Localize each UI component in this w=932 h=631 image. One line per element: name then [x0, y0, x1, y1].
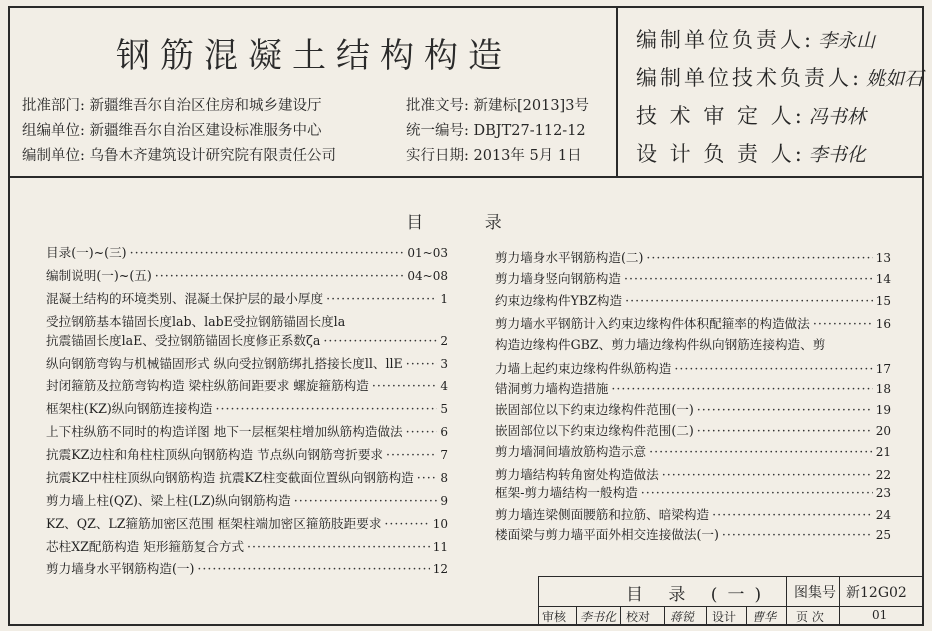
toc-item-page: 12	[432, 562, 448, 576]
toc-item-text: 剪力墙洞间墙放筋构造示意	[495, 444, 647, 459]
title-block-left-line	[538, 576, 539, 624]
approval-dept-value: 新疆维吾尔自治区住房和城乡建设厅	[89, 98, 322, 114]
signature: 姚如石	[866, 68, 924, 90]
toc-leader	[130, 245, 405, 260]
toc-item[interactable]	[46, 558, 448, 577]
doc-no-value: 新建标[2013]3号	[473, 98, 589, 114]
toc-leader	[813, 316, 873, 331]
responsible-label: 技 术 审 定 人:	[636, 104, 805, 128]
toc-item[interactable]	[46, 536, 448, 555]
toc-leader	[625, 293, 873, 308]
toc-item-page: 25	[875, 528, 891, 542]
toc-item[interactable]	[46, 398, 448, 417]
toc-item-text: 剪力墙水平钢筋计入约束边缘构件体积配箍率的构造做法	[495, 316, 810, 331]
toc-leader	[624, 271, 873, 286]
page-title: 钢筋混凝土结构构造	[116, 36, 512, 76]
design-label: 设计	[712, 610, 737, 624]
toc-item[interactable]	[495, 524, 891, 543]
toc-item-page: 1	[440, 292, 448, 306]
toc-leader	[712, 507, 873, 522]
sheet-title: 目 录 (一)	[626, 585, 772, 605]
compiler-value: 新疆维吾尔自治区建设标准服务中心	[89, 123, 322, 139]
unified-no-row	[406, 119, 586, 140]
review-signature: 李书化	[580, 610, 617, 624]
toc-item-text: 抗震锚固长度laE、受拉钢筋锚固长度修正系数ζa	[46, 333, 321, 348]
title-block-divider	[576, 606, 577, 624]
toc-leader	[641, 485, 873, 500]
toc-item-text: 约束边缘构件YBZ构造	[495, 293, 623, 308]
toc-item-page: 3	[440, 357, 448, 371]
toc-leader	[216, 401, 438, 416]
page-number: 01	[872, 608, 888, 622]
toc-leader	[649, 444, 873, 459]
title-block-top-line	[538, 576, 922, 577]
toc-item-page: 20	[875, 424, 891, 438]
drawing-frame	[8, 6, 924, 626]
responsible-row	[636, 62, 923, 92]
toc-item-text: 剪力墙上柱(QZ)、梁上柱(LZ)纵向钢筋构造	[46, 493, 291, 508]
toc-item[interactable]	[46, 513, 448, 532]
title-block-mid-line	[538, 606, 922, 607]
toc-item-page: 4	[440, 379, 448, 393]
toc-item[interactable]	[495, 378, 891, 397]
toc-item-text: 编制说明(一)~(五)	[46, 268, 152, 283]
toc-item-text: 嵌固部位以下约束边缘构件范围(二)	[495, 423, 694, 438]
toc-item-page: 17	[875, 362, 891, 376]
responsible-label: 编制单位负责人:	[636, 28, 815, 52]
responsible-row	[636, 138, 866, 168]
toc-item[interactable]	[495, 464, 891, 483]
editor-row	[22, 144, 336, 165]
unified-no-value: DBJT27-112-12	[473, 123, 586, 139]
toc-item-page: 24	[875, 508, 891, 522]
toc-item-page: 10	[432, 517, 448, 531]
toc-item[interactable]	[495, 268, 891, 287]
responsible-row	[636, 24, 875, 54]
approval-dept-row	[22, 94, 322, 115]
toc-leader	[384, 516, 429, 531]
responsible-label: 设 计 负 责 人:	[636, 142, 805, 166]
review-label: 审核	[542, 610, 567, 624]
page-label: 页 次	[796, 610, 824, 624]
toc-item-page: 11	[432, 540, 448, 554]
toc-item[interactable]	[495, 247, 891, 266]
toc-item-text: 楼面梁与剪力墙平面外相交连接做法(一)	[495, 527, 719, 542]
toc-item-text: 上下柱纵筋不同时的构造详图 地下一层框架柱增加纵筋构造做法	[46, 424, 403, 439]
toc-item-text: 混凝土结构的环境类别、混凝土保护层的最小厚度	[46, 291, 324, 306]
toc-leader	[323, 333, 437, 348]
toc-item[interactable]	[46, 444, 448, 463]
toc-leader	[294, 493, 438, 508]
toc-item-text: 封闭箍筋及拉筋弯钩构造 梁柱纵筋间距要求 螺旋箍筋构造	[46, 378, 369, 393]
toc-leader	[372, 378, 438, 393]
atlas-number: 新12G02	[846, 585, 907, 601]
toc-item-text: 纵向钢筋弯钩与机械锚固形式 纵向受拉钢筋绑扎搭接长度ll、llE	[46, 356, 403, 371]
toc-item-text-continued: 力墙上起约束边缘构件纵筋构造	[495, 361, 672, 376]
responsible-label: 编制单位技术负责人:	[636, 66, 863, 90]
approval-dept-label: 批准部门:	[22, 98, 85, 114]
title-block-divider	[746, 606, 747, 624]
toc-item[interactable]	[495, 420, 891, 439]
toc-item-page: 13	[875, 251, 891, 265]
toc-item-page: 15	[875, 294, 891, 308]
check-label: 校对	[626, 610, 651, 624]
toc-item-text: 剪力墙身水平钢筋构造(一)	[46, 561, 195, 576]
title-block-divider	[839, 576, 840, 624]
toc-item-page: 22	[875, 468, 891, 482]
toc-item[interactable]	[495, 482, 891, 501]
toc-item-text: 剪力墙连梁侧面腰筋和拉筋、暗梁构造	[495, 507, 710, 522]
toc-item[interactable]	[495, 313, 891, 332]
responsible-row	[636, 100, 866, 130]
toc-item[interactable]	[495, 290, 891, 309]
toc-heading: 目 录	[406, 213, 530, 233]
toc-item-page: 19	[875, 403, 891, 417]
signature: 李书化	[808, 144, 866, 166]
toc-item[interactable]	[495, 504, 891, 523]
header-divider-horizontal	[10, 176, 922, 178]
toc-leader	[697, 402, 873, 417]
toc-item-page: 21	[875, 445, 891, 459]
toc-item-text: 错洞剪力墙构造措施	[495, 381, 609, 396]
toc-item[interactable]	[46, 467, 448, 486]
toc-item-text: 芯柱XZ配筋构造 矩形箍筋复合方式	[46, 539, 245, 554]
editor-label: 编制单位:	[22, 148, 85, 164]
design-signature: 曹华	[752, 610, 777, 624]
title-block-divider	[620, 606, 621, 624]
toc-item[interactable]	[46, 421, 448, 440]
date-value: 2013年 5月 1日	[473, 148, 582, 164]
compiler-row	[22, 119, 322, 140]
toc-item-text: KZ、QZ、LZ箍筋加密区范围 框架柱端加密区箍筋肢距要求	[46, 516, 382, 531]
atlas-label: 图集号	[794, 585, 836, 601]
date-label: 实行日期:	[406, 148, 469, 164]
title-block-divider	[706, 606, 707, 624]
toc-item-page: 01~03	[407, 246, 448, 260]
toc-item[interactable]	[46, 375, 448, 394]
toc-item-page: 7	[440, 448, 448, 462]
toc-item-text: 抗震KZ中柱柱顶纵向钢筋构造 抗震KZ柱变截面位置纵向钢筋构造	[46, 470, 414, 485]
toc-leader	[386, 447, 437, 462]
toc-item-text: 嵌固部位以下约束边缘构件范围(一)	[495, 402, 694, 417]
toc-item-page: 14	[875, 272, 891, 286]
unified-no-label: 统一编号:	[406, 123, 469, 139]
toc-item-page: 6	[440, 425, 448, 439]
toc-leader	[417, 470, 438, 485]
toc-leader	[326, 291, 437, 306]
toc-item[interactable]	[46, 242, 448, 261]
toc-item-text: 受拉钢筋基本锚固长度lab、labE受拉钢筋锚固长度la	[46, 314, 346, 329]
doc-no-row	[406, 94, 589, 115]
toc-item[interactable]	[495, 441, 891, 460]
toc-leader	[697, 423, 873, 438]
toc-leader	[155, 268, 405, 283]
toc-item-page: 23	[875, 486, 891, 500]
toc-leader	[247, 539, 430, 554]
check-signature: 蒋锐	[670, 610, 695, 624]
toc-item[interactable]	[495, 334, 891, 377]
toc-item-page: 2	[440, 334, 448, 348]
toc-item[interactable]	[46, 490, 448, 509]
signature: 李永山	[818, 30, 876, 52]
toc-item-page: 8	[440, 471, 448, 485]
toc-item-page: 9	[440, 494, 448, 508]
toc-leader	[646, 250, 872, 265]
toc-item-text: 抗震KZ边柱和角柱柱顶纵向钢筋构造 节点纵向钢筋弯折要求	[46, 447, 384, 462]
toc-item[interactable]	[46, 288, 448, 307]
toc-leader	[197, 561, 429, 576]
toc-item[interactable]	[495, 399, 891, 418]
doc-no-label: 批准文号:	[406, 98, 469, 114]
toc-leader	[406, 356, 438, 371]
editor-value: 乌鲁木齐建筑设计研究院有限责任公司	[89, 148, 336, 164]
title-block-divider	[786, 576, 787, 624]
toc-item[interactable]	[46, 330, 448, 349]
toc-item-text: 框架-剪力墙结构一般构造	[495, 485, 638, 500]
toc-item[interactable]	[46, 353, 448, 372]
toc-item[interactable]	[46, 265, 448, 284]
title-block-divider	[664, 606, 665, 624]
toc-item[interactable]	[46, 311, 448, 330]
toc-leader	[674, 361, 872, 376]
toc-item-text: 剪力墙身竖向钢筋构造	[495, 271, 621, 286]
toc-item-page: 04~08	[407, 269, 448, 283]
toc-leader	[662, 467, 873, 482]
toc-item-page: 16	[875, 317, 891, 331]
toc-leader	[611, 381, 872, 396]
toc-leader	[406, 424, 438, 439]
toc-item-page: 5	[440, 402, 448, 416]
toc-item-page: 18	[875, 382, 891, 396]
toc-item-text: 框架柱(KZ)纵向钢筋连接构造	[46, 401, 213, 416]
date-row	[406, 144, 582, 165]
signature: 冯书林	[808, 106, 866, 128]
compiler-label: 组编单位:	[22, 123, 85, 139]
toc-leader	[722, 527, 873, 542]
toc-item-text: 剪力墙结构转角窗处构造做法	[495, 467, 659, 482]
toc-item-text: 目录(一)~(三)	[46, 245, 127, 260]
toc-item-text: 构造边缘构件GBZ、剪力墙边缘构件纵向钢筋连接构造、剪	[495, 337, 826, 352]
toc-item-text: 剪力墙身水平钢筋构造(二)	[495, 250, 644, 265]
